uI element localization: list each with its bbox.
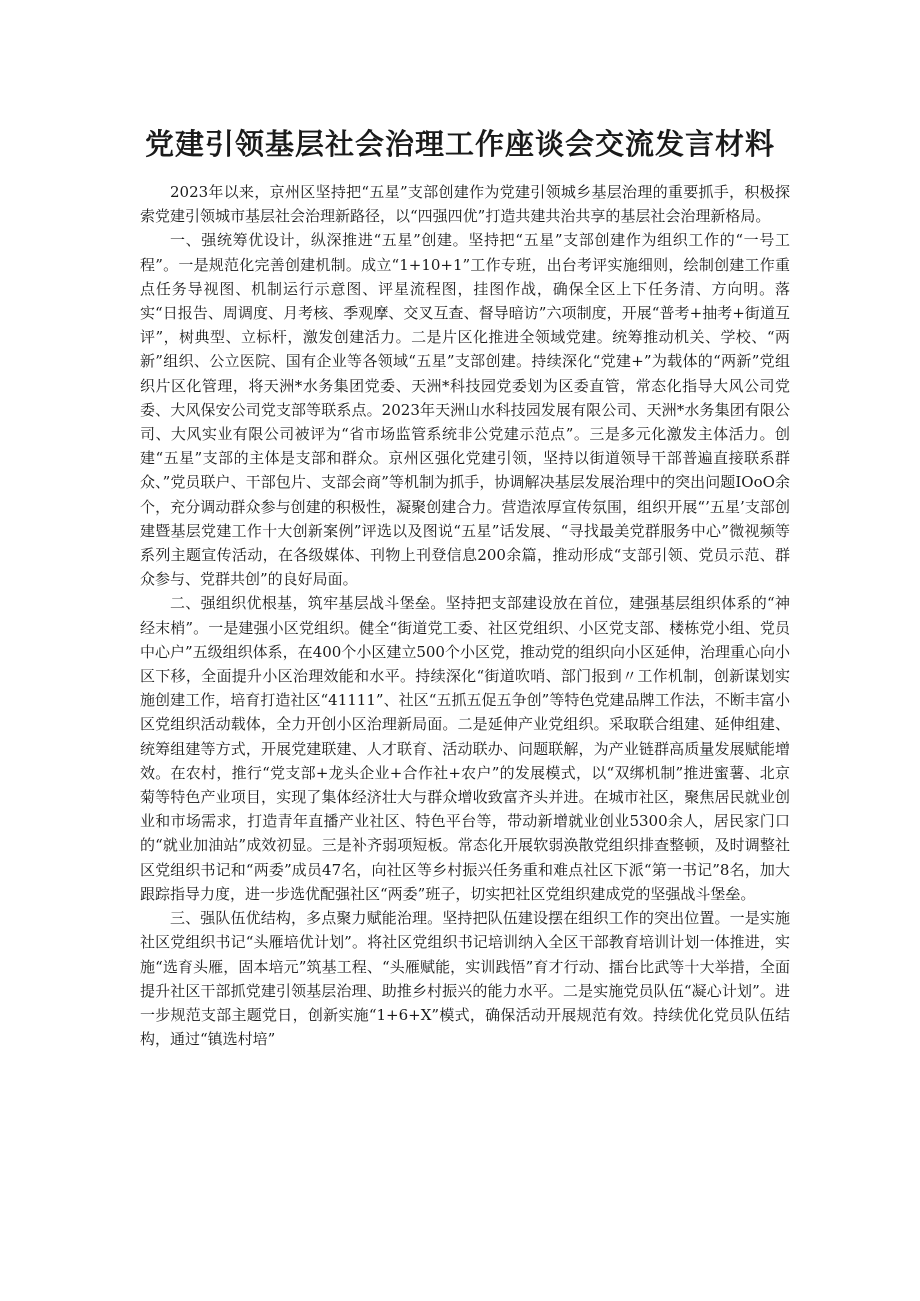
- document-title: 党建引领基层社会治理工作座谈会交流发言材料: [144, 127, 775, 161]
- document-body: [140, 180, 790, 1051]
- paragraph-section-3: 三、强队伍优结构，多点聚力赋能治理。坚持把队伍建设摆在组织工作的突出位置。一是实施社区党组织书记“头雁培优计划”。将社区党组织书记培训纳入全区干部教育培训计划一体推进，实施“选育头雁，固本培元”筑基工程、“头雁赋能，实训践悟”育才行动、擂台比武等十大举措，全面提升社区干部抓党建引领基层治理、助推乡村振兴的能力水平。二是实施党员队伍“凝心计划”。进一步规范支部主题党日，创新实施“1+6+X”模式，确保活动开展规范有效。持续优化党员队伍结构，通过“镇选村培”: [140, 909, 790, 1049]
- paragraph-intro: 2023年以来，京州区坚持把“五星”支部创建作为党建引领城乡基层治理的重要抓手，积极探索党建引领城市基层社会治理新路径，以“四强四优”打造共建共治共享的基层社会治理新格局。: [140, 183, 790, 226]
- paragraph-section-1: 一、强统筹优设计，纵深推进“五星”创建。坚持把“五星”支部创建作为组织工作的“一号工程”。一是规范化完善创建机制。成立“1+10+1”工作专班，出台考评实施细则，绘制创建工作重点任务导视图、机制运行示意图、评星流程图，挂图作战，确保全区上下任务清、方向明。落实“日报告、周调度、月考核、季观摩、交叉互查、督导暗访”六项制度，开展“普考+抽考+街道互评”，树典型、立标杆，激发创建活力。二是片区化推进全领域党建。统筹推动机关、学校、“两新”组织、公立医院、国有企业等各领域“五星”支部创建。持续深化“党建+”为载体的“两新”党组织片区化管理，将天洲*水务集团党委、天洲*科技园党委划为区委直管，常态化指导大风公司党委、大风保安公司党支部等联系点。2023年天洲山水科技园发展有限公司、天洲*水务集团有限公司、大风实业有限公司被评为“省市场监管系统非公党建示范点”。三是多元化激发主体活力。创建“五星”支部的主体是支部和群众。京州区强化党建引领，坚持以街道领导干部普遍直接联系群众、”党员联户、干部包片、支部会商”等机制为抓手，协调解决基层发展治理中的突出问题IOoO余个，充分调动群众参与创建的积极性，凝聚创建合力。营造浓厚宣传氛围，组织开展“’五星’支部创建暨基层党建工作十大创新案例”评选以及图说“五星”话发展、“寻找最美党群服务中心”微视频等系列主题宣传活动，在各级媒体、刊物上刊登信息200余篇，推动形成“支部引领、党员示范、群众参与、党群共创”的良好局面。: [140, 231, 790, 589]
- paragraph-section-2: 二、强组织优根基，筑牢基层战斗堡垒。坚持把支部建设放在首位，建强基层组织体系的“神经末梢”。一是建强小区党组织。健全“街道党工委、社区党组织、小区党支部、楼栋党小组、党员中心户”五级组织体系，在400个小区建立500个小区党，推动党的组织向小区延伸，治理重心向小区下移，全面提升小区治理效能和水平。持续深化“街道吹哨、部门报到〃工作机制，创新谋划实施创建工作，培育打造社区“41111”、社区“五抓五促五争创”等特色党建品牌工作法，不断丰富小区党组织活动载体，全力开创小区治理新局面。二是延伸产业党组织。采取联合组建、延伸组建、统筹组建等方式，开展党建联建、人才联育、活动联办、问题联解，为产业链群高质量发展赋能增效。在农村，推行“党支部+龙头企业+合作社+农户”的发展模式，以“双绑机制”推进蜜薯、北京菊等特色产业项目，实现了集体经济壮大与群众增收致富齐头并进。在城市社区，聚焦居民就业创业和市场需求，打造青年直播产业社区、特色平台等，带动新增就业创业5300余人，居民家门口的“就业加油站”成效初显。三是补齐弱项短板。常态化开展软弱涣散党组织排查整顿，及时调整社区党组织书记和“两委”成员47名，向社区等乡村振兴任务重和难点社区下派“第一书记”8名，加大跟踪指导力度，进一步选优配强社区“两委”班子，切实把社区党组织建成党的坚强战斗堡垒。: [140, 594, 790, 903]
